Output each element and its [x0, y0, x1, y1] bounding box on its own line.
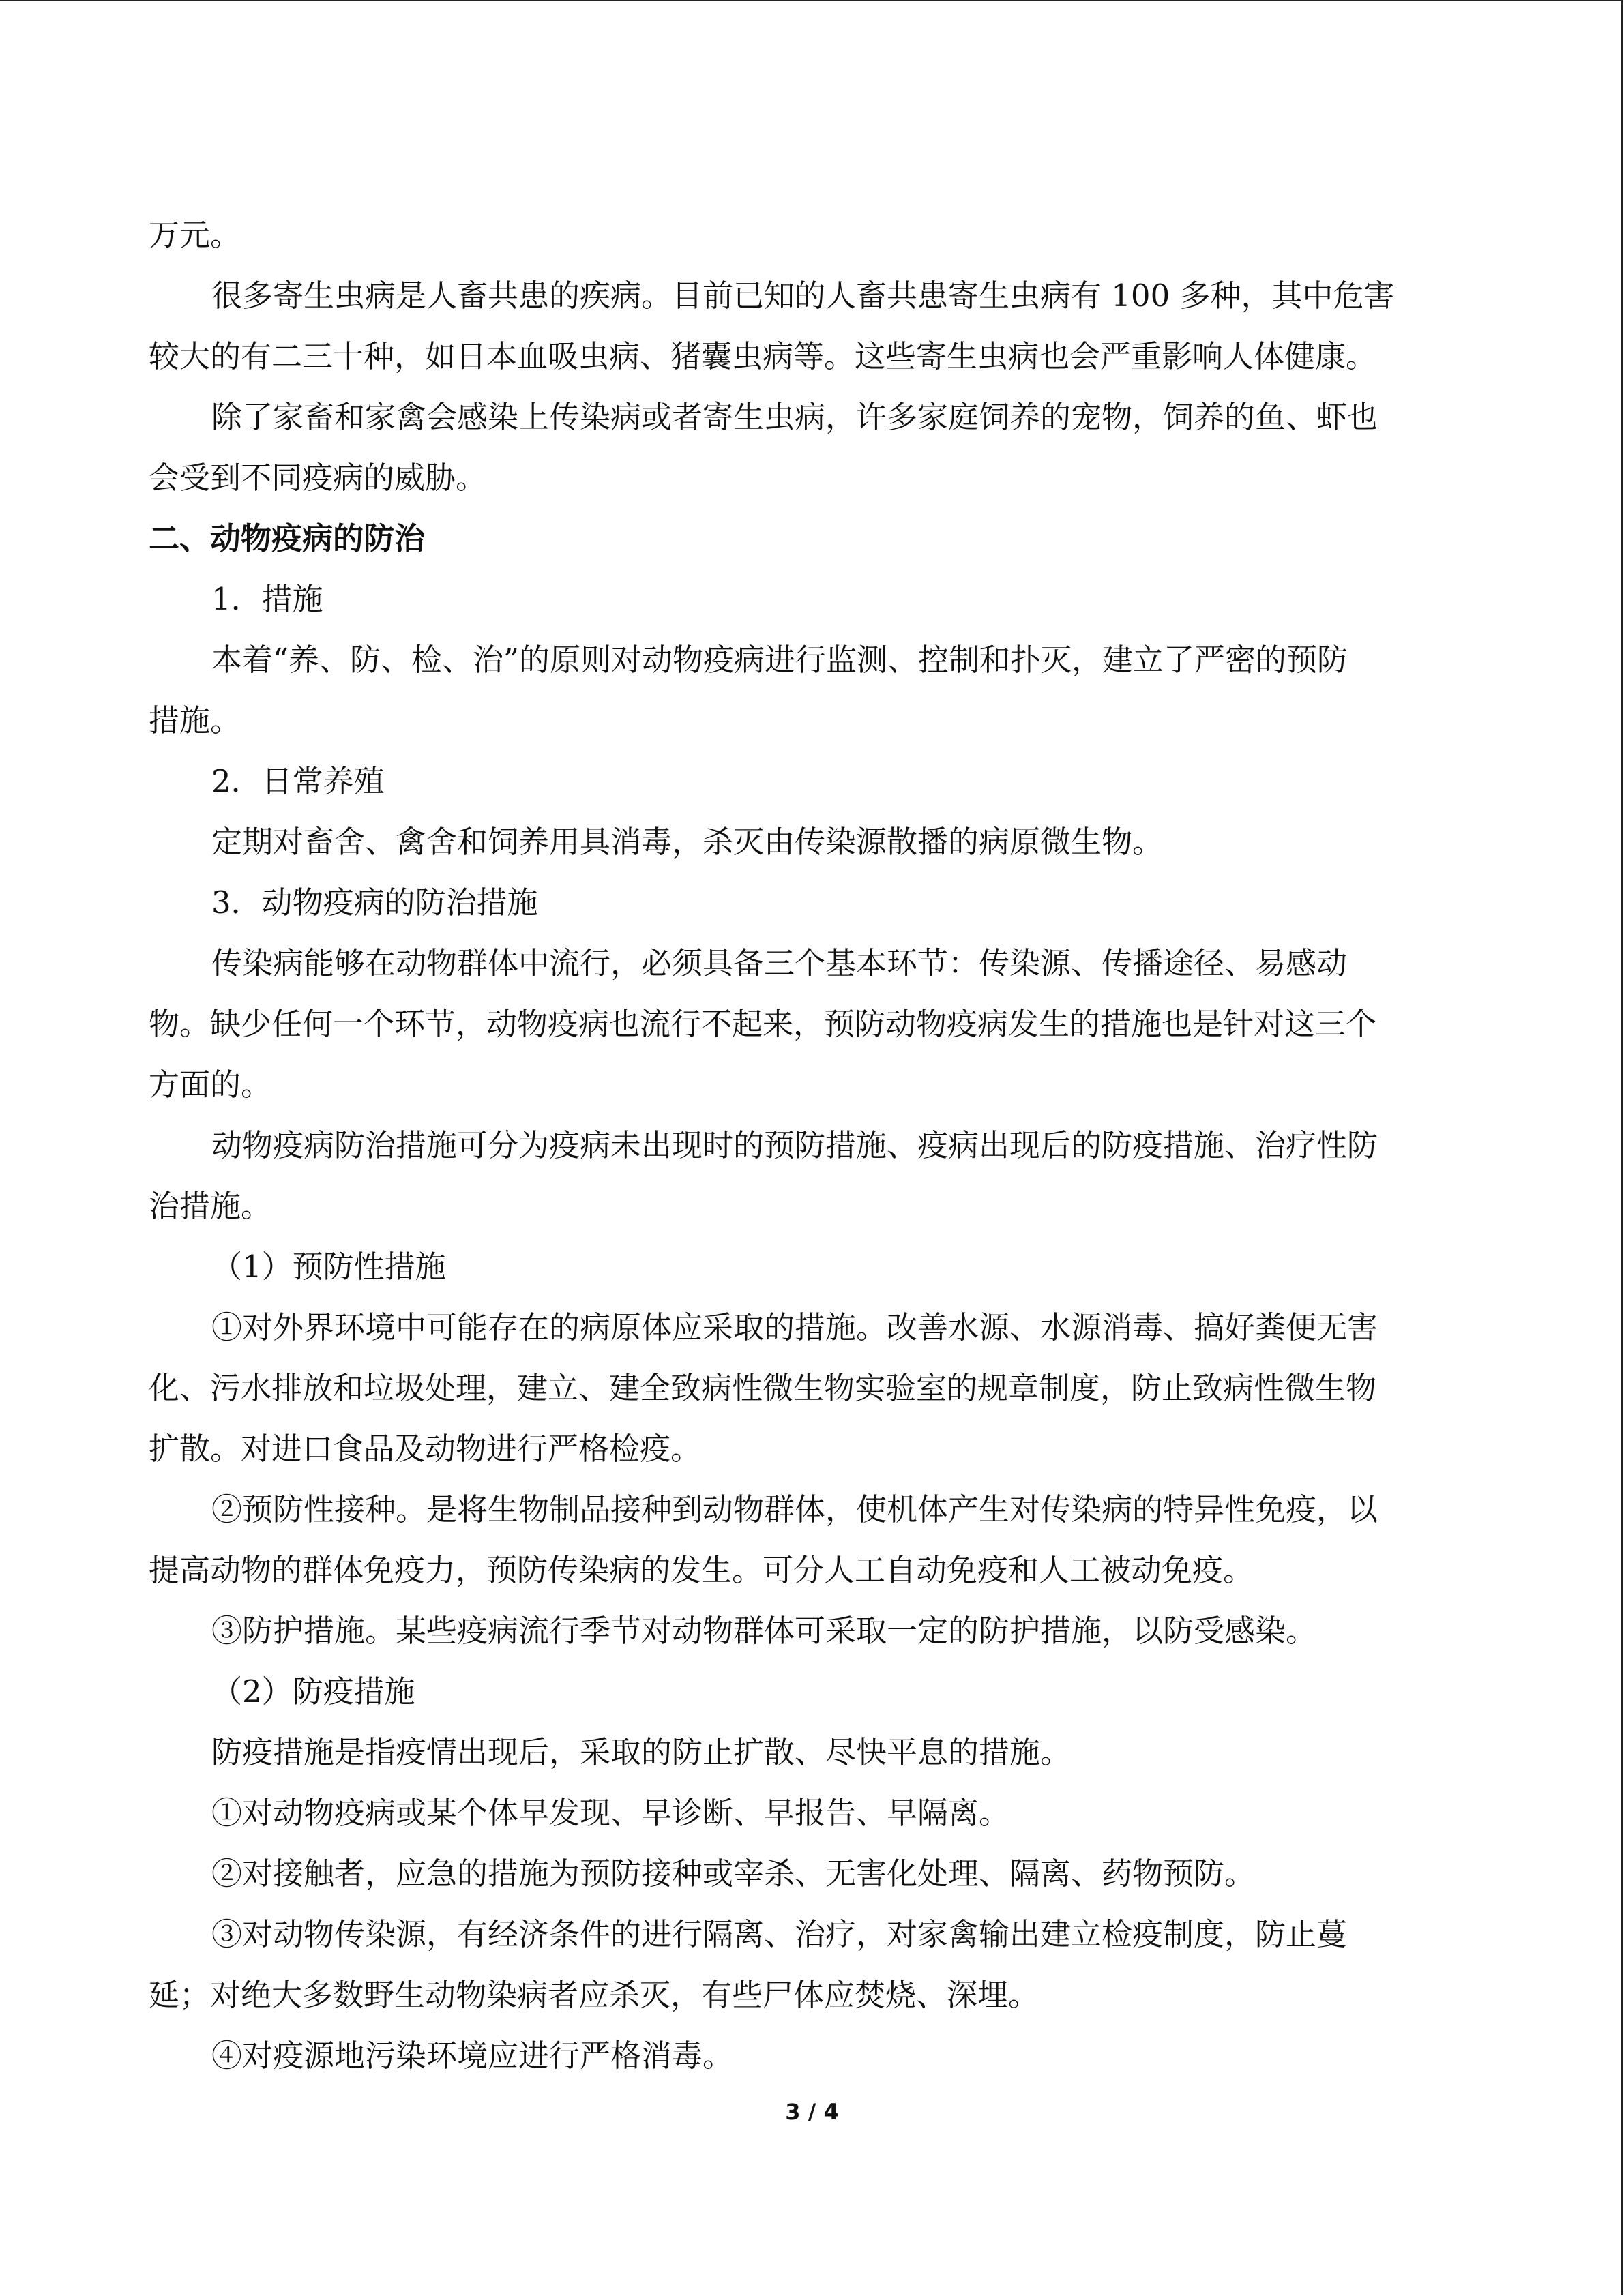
subsection-title: 1．措施	[211, 581, 323, 617]
text-line: 措施。	[149, 702, 241, 739]
document-body	[149, 205, 1458, 2086]
text-line: 防疫措施是指疫情出现后，采取的防止扩散、尽快平息的措施。	[211, 1734, 1072, 1770]
subsection-title: 3．动物疫病的防治措施	[211, 884, 538, 921]
text-line: 物。缺少任何一个环节，动物疫病也流行不起来，预防动物疫病发生的措施也是针对这三个	[149, 1006, 1377, 1042]
text-line: 很多寄生虫病是人畜共患的疾病。目前已知的人畜共患寄生虫病有 100 多种，其中危害	[211, 278, 1395, 314]
page-number: 3 / 4	[785, 2099, 839, 2125]
subsection-title: （2）防疫措施	[211, 1673, 415, 1710]
text-line: ③防护措施。某些疫病流行季节对动物群体可采取一定的防护措施，以防受感染。	[211, 1613, 1317, 1649]
text-line: 扩散。对进口食品及动物进行严格检疫。	[149, 1431, 702, 1467]
text-line: 方面的。	[149, 1067, 272, 1103]
text-line: 本着“养、防、检、治”的原则对动物疫病进行监测、控制和扑灭，建立了严密的预防	[211, 642, 1348, 678]
text-line: 提高动物的群体免疫力，预防传染病的发生。可分人工自动免疫和人工被动免疫。	[149, 1552, 1254, 1588]
text-line: 除了家畜和家禽会感染上传染病或者寄生虫病，许多家庭饲养的宠物，饲养的鱼、虾也	[211, 399, 1378, 435]
subsection-title: 2．日常养殖	[211, 763, 385, 799]
text-line: 万元。	[149, 217, 241, 253]
text-line: ②对接触者，应急的措施为预防接种或宰杀、无害化处理、隔离、药物预防。	[211, 1855, 1256, 1892]
text-line: 传染病能够在动物群体中流行，必须具备三个基本环节：传染源、传播途径、易感动	[211, 945, 1348, 981]
text-line: 延；对绝大多数野生动物染病者应杀灭，有些尸体应焚烧、深埋。	[149, 1977, 1039, 2013]
text-line: ④对疫源地污染环境应进行严格消毒。	[211, 2038, 734, 2074]
text-line: 较大的有二三十种，如日本血吸虫病、猪囊虫病等。这些寄生虫病也会严重影响人体健康。	[149, 338, 1377, 374]
text-line: 化、污水排放和垃圾处理，建立、建全致病性微生物实验室的规章制度，防止致病性微生物	[149, 1370, 1377, 1406]
text-line: ②预防性接种。是将生物制品接种到动物群体，使机体产生对传染病的特异性免疫，以	[211, 1491, 1378, 1527]
subsection-title: （1）预防性措施	[211, 1249, 446, 1285]
text-line: 定期对畜舍、禽舍和饲养用具消毒，杀灭由传染源散播的病原微生物。	[211, 824, 1164, 860]
section-heading: 二、动物疫病的防治	[149, 520, 426, 556]
text-line: 动物疫病防治措施可分为疫病未出现时的预防措施、疫病出现后的防疫措施、治疗性防	[211, 1127, 1378, 1163]
text-line: ①对动物疫病或某个体早发现、早诊断、早报告、早隔离。	[211, 1795, 1010, 1831]
text-line: ③对动物传染源，有经济条件的进行隔离、治疗，对家禽输出建立检疫制度，防止蔓	[211, 1916, 1348, 1952]
text-line: ①对外界环境中可能存在的病原体应采取的措施。改善水源、水源消毒、搞好粪便无害	[211, 1309, 1378, 1345]
text-line: 治措施。	[149, 1188, 272, 1224]
text-line: 会受到不同疫病的威胁。	[149, 460, 487, 496]
